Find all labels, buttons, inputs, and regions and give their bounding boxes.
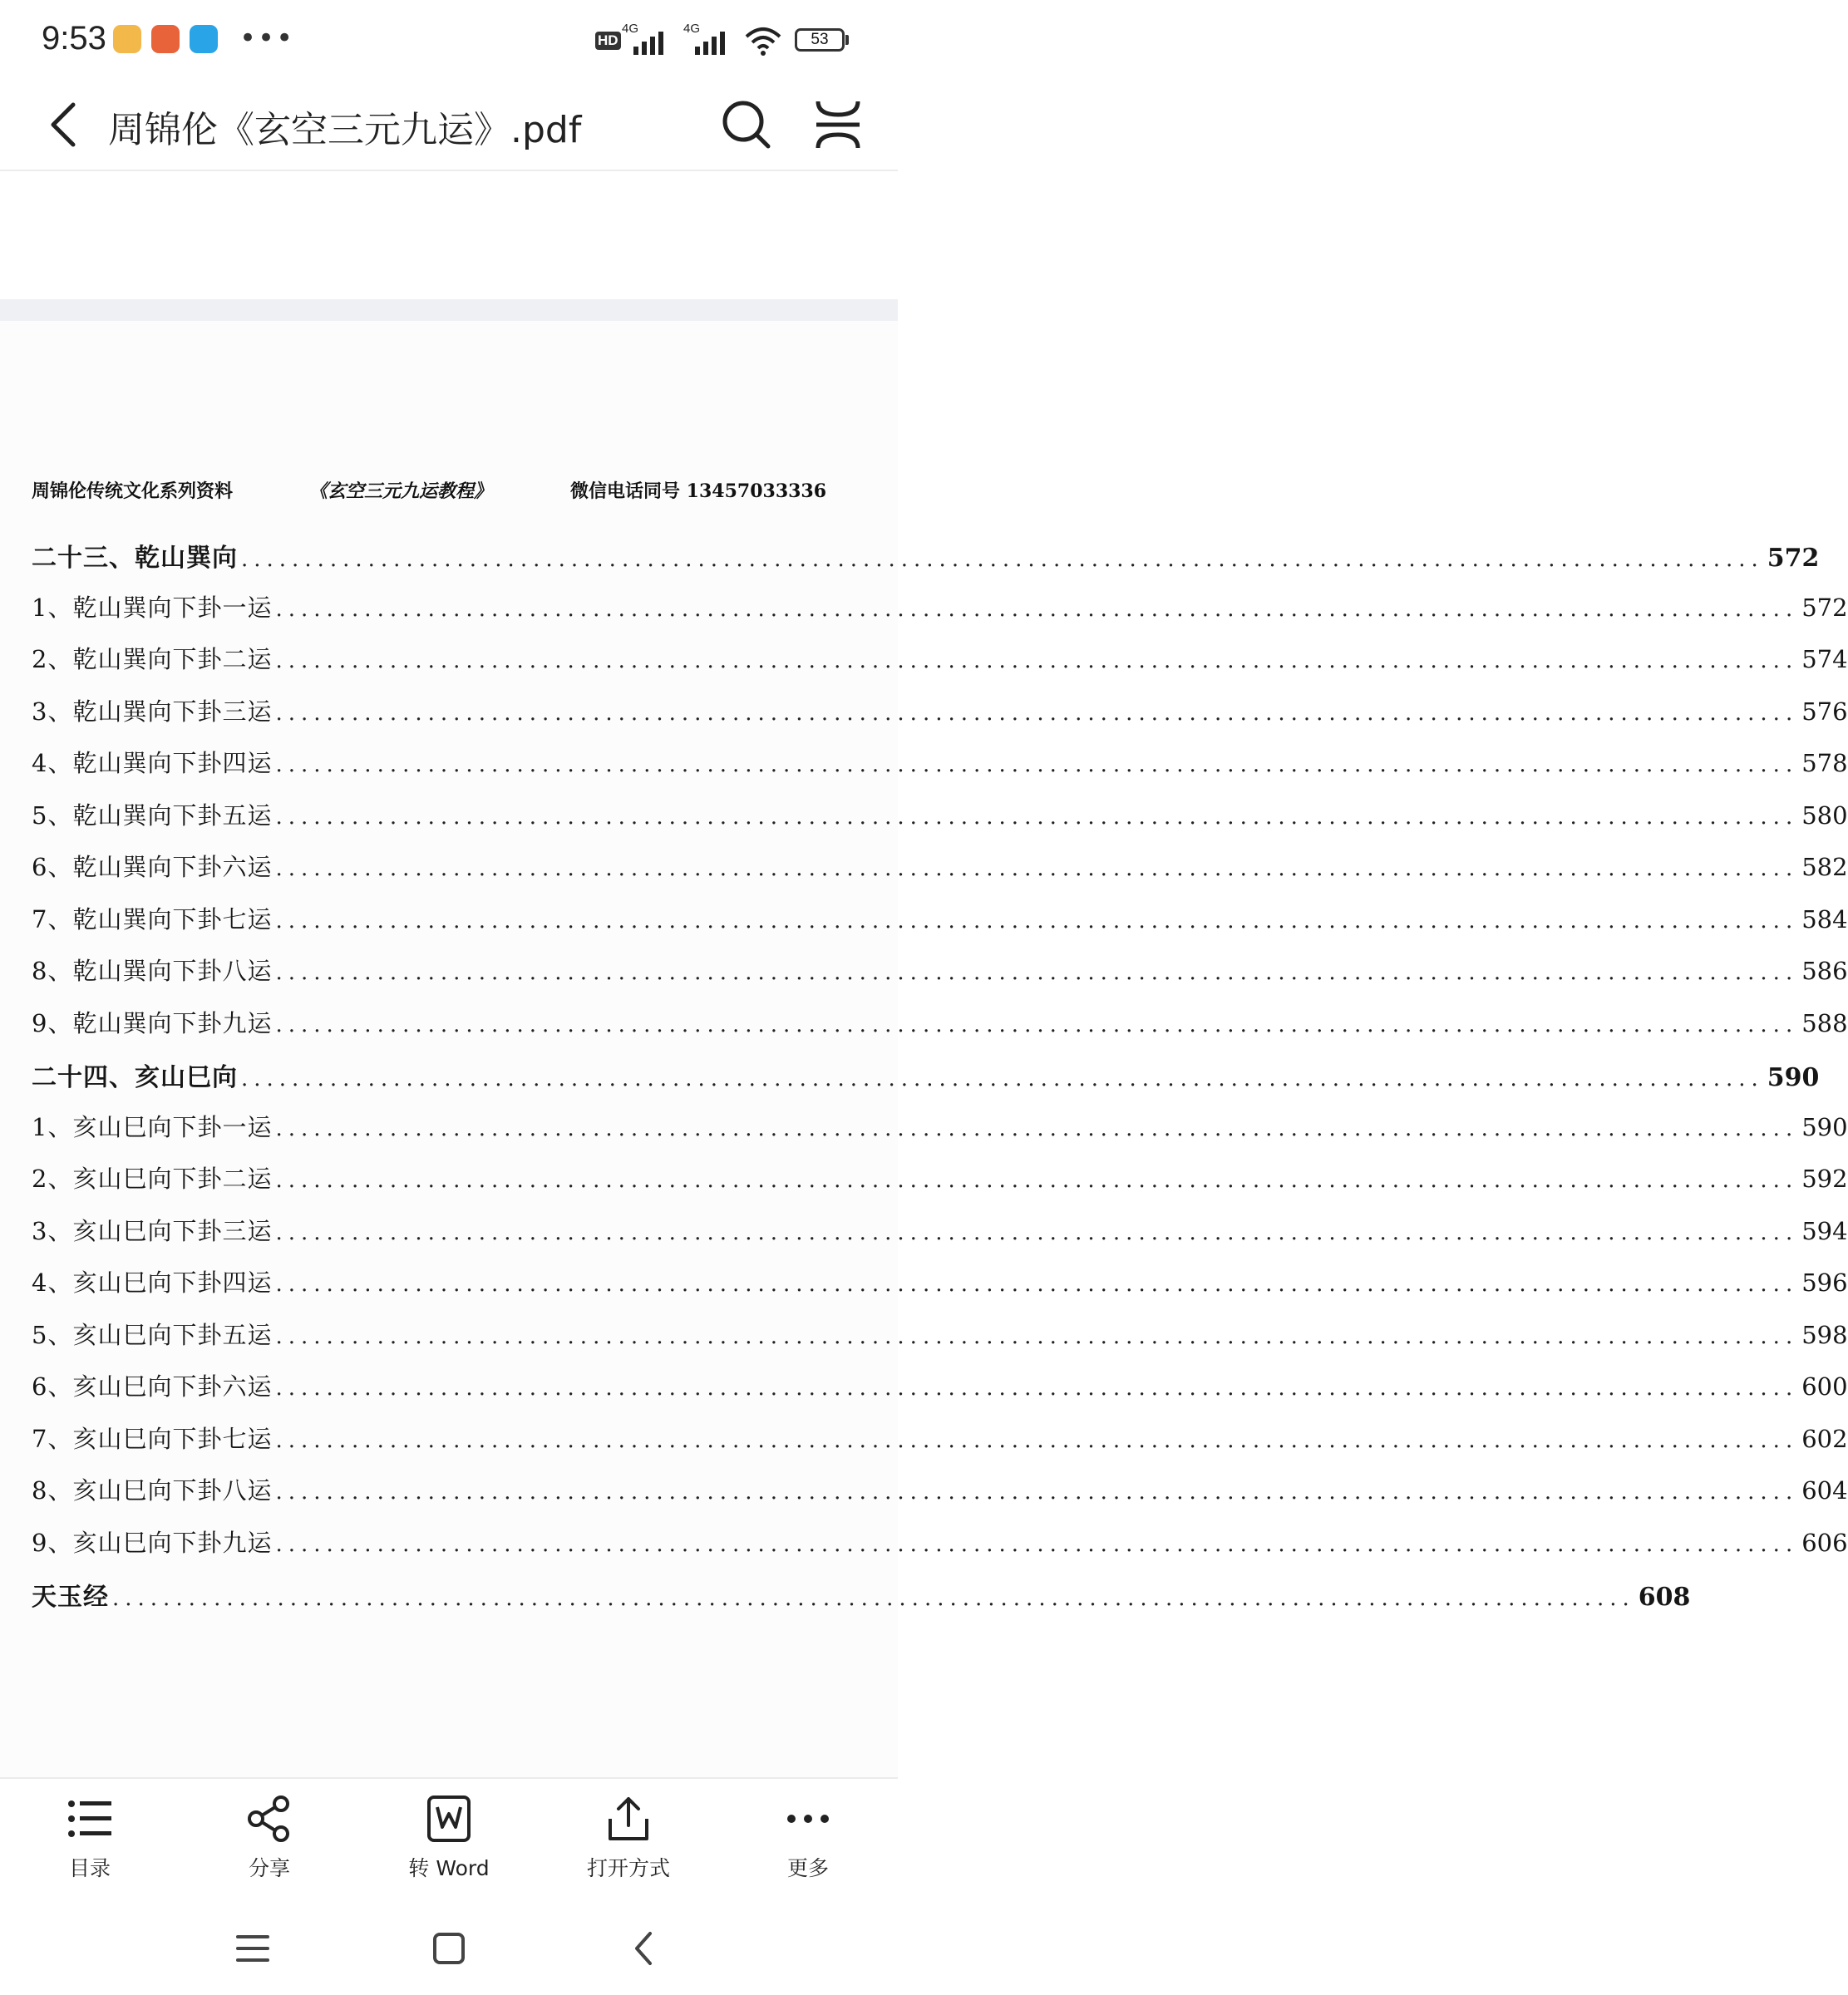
toc-leader-dots: ........................................................................................................................	[241, 1066, 1764, 1091]
page-mode-icon[interactable]	[810, 96, 866, 153]
share-icon	[244, 1794, 294, 1844]
toc-entry-row	[32, 849, 1848, 890]
toc-leader-dots: ........................................................................................................................	[275, 1012, 1799, 1037]
toc-leader-dots: ........................................................................................................................	[275, 597, 1799, 622]
toc-leader-dots: ........................................................................................................................	[275, 752, 1799, 777]
toc-section-row	[32, 537, 1820, 579]
network-label-1: 4G	[622, 22, 639, 36]
toc-leader-dots: ........................................................................................................................	[275, 909, 1799, 933]
toc-page-number: 602	[1801, 1425, 1848, 1453]
toc-page-number: 586	[1801, 957, 1848, 985]
document-title: 周锦伦《玄空三元九运》.pdf	[108, 109, 582, 151]
toc-leader-dots: ........................................................................................................................	[275, 648, 1799, 673]
toc-entry-label: 9、乾山巽向下卦九运	[32, 1009, 273, 1037]
toc-entry-row	[32, 1317, 1848, 1358]
toc-page-number: 590	[1767, 1063, 1820, 1092]
toc-section-row	[32, 1576, 1691, 1618]
toc-leader-dots: ........................................................................................................................	[275, 1272, 1799, 1297]
doc-header-right: 微信电话同号 13457033336	[570, 480, 827, 502]
toc-entry-label: 3、亥山巳向下卦三运	[32, 1217, 273, 1245]
toc-button[interactable]	[15, 1794, 165, 1894]
title-bar	[0, 80, 898, 171]
toc-page-number: 596	[1801, 1268, 1848, 1297]
toc-entry-row	[32, 1213, 1848, 1254]
toc-page-number: 580	[1801, 801, 1848, 830]
toc-leader-dots: ........................................................................................................................	[275, 1220, 1799, 1245]
toc-entry-label: 6、亥山巳向下卦六运	[32, 1372, 273, 1401]
toc-leader-dots: ........................................................................................................................	[275, 1376, 1799, 1401]
toc-leader-dots: ........................................................................................................................	[275, 1116, 1799, 1141]
toc-entry-label: 3、乾山巽向下卦三运	[32, 697, 273, 726]
toc-entry-row	[32, 1421, 1848, 1462]
toc-page-number: 572	[1801, 594, 1848, 622]
toc-entry-label: 8、亥山巳向下卦八运	[32, 1476, 273, 1505]
signal-icon	[632, 32, 670, 55]
toc-entry-label: 二十四、亥山巳向	[32, 1063, 238, 1092]
toc-entry-row	[32, 1525, 1848, 1566]
toc-page-number: 584	[1801, 905, 1848, 933]
browser-app-icon	[190, 25, 218, 53]
toc-page-number: 604	[1801, 1476, 1848, 1505]
toc-leader-dots: ........................................................................................................................	[241, 547, 1764, 572]
toc-leader-dots: ........................................................................................................................	[275, 856, 1799, 881]
toc-section-row	[32, 1057, 1820, 1098]
toc-entry-label: 5、乾山巽向下卦五运	[32, 801, 273, 830]
menu-icon[interactable]	[228, 1924, 278, 1973]
signal-icon-2	[693, 32, 732, 55]
toc-leader-dots: ........................................................................................................................	[275, 1324, 1799, 1349]
notes-app-icon	[113, 25, 141, 53]
toc-leader-dots: ........................................................................................................................	[275, 960, 1799, 985]
toc-entry-row	[32, 953, 1848, 994]
toc-entry-row	[32, 1472, 1848, 1514]
toc-leader-dots: ........................................................................................................................	[275, 701, 1799, 726]
ellipsis-icon: •••	[239, 22, 295, 55]
convert-word-button[interactable]	[374, 1794, 524, 1894]
toc-entry-row	[32, 1264, 1848, 1306]
home-icon[interactable]	[424, 1924, 474, 1973]
page-separator	[0, 299, 898, 321]
toc-entry-row	[32, 641, 1848, 682]
toc-entry-label: 9、亥山巳向下卦九运	[32, 1529, 273, 1557]
toc-leader-dots: ........................................................................................................................	[275, 805, 1799, 830]
toc-entry-label: 1、亥山巳向下卦一运	[32, 1113, 273, 1141]
toc-page-number: 574	[1801, 645, 1848, 673]
toc-entry-label: 1、乾山巽向下卦一运	[32, 594, 273, 622]
toc-label: 目录	[68, 1856, 111, 1880]
toc-leader-dots: ........................................................................................................................	[275, 1428, 1799, 1453]
toc-entry-label: 2、亥山巳向下卦二运	[32, 1165, 273, 1193]
doc-header-mid: 《玄空三元九运教程》	[309, 480, 493, 502]
toc-entry-label: 4、乾山巽向下卦四运	[32, 749, 273, 777]
more-icon	[783, 1794, 833, 1844]
back-icon[interactable]	[620, 1924, 670, 1973]
bottom-toolbar	[0, 1777, 898, 1904]
share-button[interactable]	[195, 1794, 344, 1894]
toc-leader-dots: ........................................................................................................................	[275, 1168, 1799, 1193]
open-with-label: 打开方式	[586, 1856, 670, 1880]
toc-entry-label: 天玉经	[32, 1583, 109, 1612]
toc-page-number: 572	[1767, 544, 1820, 573]
toc-entry-row	[32, 693, 1848, 735]
toc-page-number: 592	[1801, 1165, 1848, 1193]
toc-entry-row	[32, 589, 1848, 631]
toc-page-number: 594	[1801, 1217, 1848, 1245]
shopping-app-icon	[151, 25, 180, 53]
more-button[interactable]	[733, 1794, 883, 1894]
wifi-icon	[743, 25, 783, 57]
convert-word-label: 转 Word	[408, 1856, 490, 1880]
toc-entry-label: 2、乾山巽向下卦二运	[32, 645, 273, 673]
open-with-button[interactable]	[554, 1794, 703, 1894]
toc-entry-row	[32, 745, 1848, 786]
status-bar	[0, 0, 898, 80]
toc-entry-row	[32, 797, 1848, 839]
toc-page-number: 600	[1801, 1372, 1848, 1401]
toc-entry-row	[32, 1368, 1848, 1410]
hd-badge: HD	[595, 32, 621, 50]
battery-tip	[845, 35, 849, 45]
toc-page-number: 578	[1801, 749, 1848, 777]
toc-page-number: 582	[1801, 853, 1848, 881]
doc-header-left: 周锦伦传统文化系列资料	[32, 480, 234, 502]
share-label: 分享	[248, 1856, 290, 1880]
network-label-2: 4G	[683, 22, 701, 36]
open-with-icon	[604, 1794, 653, 1844]
status-time: 9:53	[42, 20, 106, 57]
toc-entry-label: 5、亥山巳向下卦五运	[32, 1321, 273, 1349]
toc-entry-row	[32, 1005, 1848, 1047]
toc-entry-label: 二十三、乾山巽向	[32, 544, 238, 573]
toc-page-number: 608	[1638, 1583, 1691, 1612]
toc-entry-row	[32, 1160, 1848, 1202]
more-label: 更多	[786, 1856, 829, 1880]
system-nav-bar	[0, 1902, 898, 1995]
toc-page-number: 576	[1801, 697, 1848, 726]
toc-page-number: 606	[1801, 1529, 1848, 1557]
toc-page-number: 590	[1801, 1113, 1848, 1141]
toc-leader-dots: ........................................................................................................................	[112, 1586, 1635, 1611]
toc-page-number: 598	[1801, 1321, 1848, 1349]
word-icon	[424, 1794, 474, 1844]
toc-entry-row	[32, 901, 1848, 943]
toc-entry-label: 7、乾山巽向下卦七运	[32, 905, 273, 933]
battery-icon	[795, 28, 845, 52]
back-arrow-icon[interactable]	[40, 98, 90, 151]
toc-entry-label: 7、亥山巳向下卦七运	[32, 1425, 273, 1453]
toc-leader-dots: ........................................................................................................................	[275, 1532, 1799, 1557]
toc-entry-row	[32, 1109, 1848, 1150]
toc-leader-dots: ........................................................................................................................	[275, 1480, 1799, 1505]
search-icon[interactable]	[718, 96, 775, 153]
battery-level: 53	[811, 31, 829, 48]
toc-entry-label: 8、乾山巽向下卦八运	[32, 957, 273, 985]
list-icon	[65, 1794, 115, 1844]
toc-entry-label: 6、乾山巽向下卦六运	[32, 853, 273, 881]
toc-page-number: 588	[1801, 1009, 1848, 1037]
toc-entry-label: 4、亥山巳向下卦四运	[32, 1268, 273, 1297]
